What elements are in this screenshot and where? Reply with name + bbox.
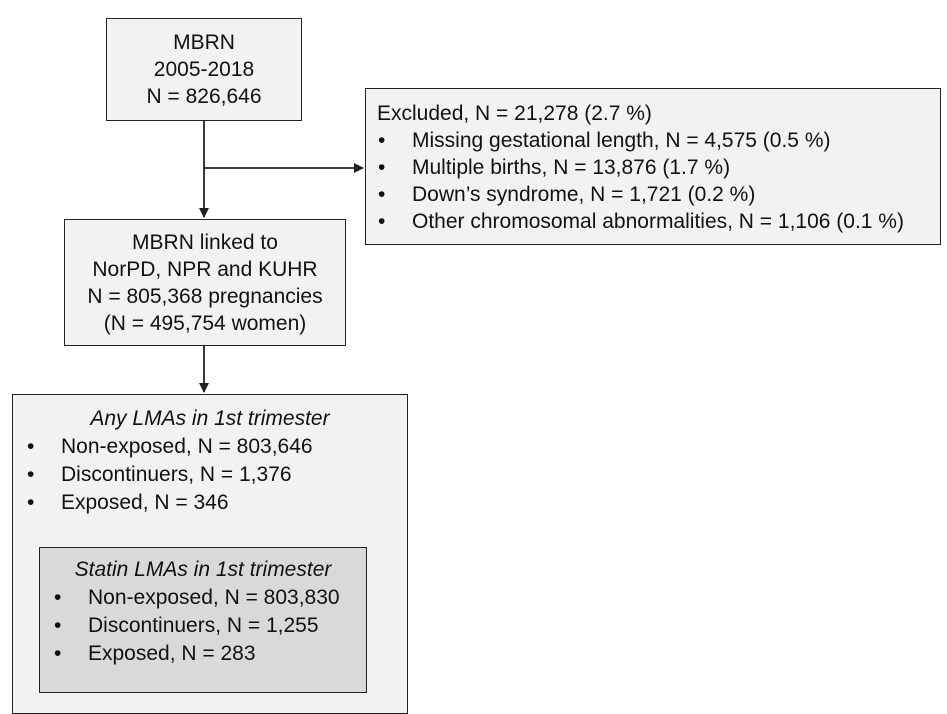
bullet-icon: • [378, 129, 386, 152]
source-box [106, 18, 302, 121]
statin-lma-item: Non-exposed, N = 803,830 [88, 586, 340, 609]
linked-line: NorPD, NPR and KUHR [92, 257, 318, 281]
bullet-icon: • [378, 210, 386, 233]
excluded-item: Multiple births, N = 13,876 (1.7 %) [412, 156, 731, 179]
source-line: N = 826,646 [146, 85, 262, 108]
excluded-item: Other chromosomal abnormalities, N = 1,106 (0.1 %) [412, 210, 904, 233]
bullet-icon: • [27, 463, 35, 486]
excluded-box [365, 88, 941, 245]
bullet-icon: • [378, 183, 386, 206]
bullet-icon: • [54, 586, 62, 609]
statin-lma-title: Statin LMAs in 1st trimester [74, 558, 332, 581]
statin-lma-item: Exposed, N = 283 [88, 642, 256, 665]
bullet-icon: • [54, 614, 62, 637]
any-lma-item: Non-exposed, N = 803,646 [61, 435, 313, 458]
statin-lma-item: Discontinuers, N = 1,255 [88, 614, 319, 637]
linked-line: (N = 495,754 women) [103, 311, 307, 335]
excluded-item: Missing gestational length, N = 4,575 (0.5 %) [412, 129, 831, 152]
any-lma-title: Any LMAs in 1st trimester [90, 407, 330, 430]
statin-lma-box [39, 547, 367, 693]
source-line: MBRN [173, 31, 235, 54]
bullet-icon: • [27, 435, 35, 458]
any-lma-item: Exposed, N = 346 [61, 491, 229, 514]
excluded-item: Down’s syndrome, N = 1,721 (0.2 %) [412, 183, 756, 206]
linked-line: N = 805,368 pregnancies [87, 284, 323, 308]
any-lma-item: Discontinuers, N = 1,376 [61, 463, 292, 486]
source-line: 2005-2018 [153, 58, 255, 81]
linked-box [64, 219, 346, 346]
bullet-icon: • [378, 156, 386, 179]
linked-line: MBRN linked to [132, 230, 278, 254]
bullet-icon: • [54, 642, 62, 665]
excluded-title: Excluded, N = 21,278 (2.7 %) [377, 102, 652, 125]
bullet-icon: • [27, 491, 35, 514]
any-lma-box [12, 394, 408, 714]
